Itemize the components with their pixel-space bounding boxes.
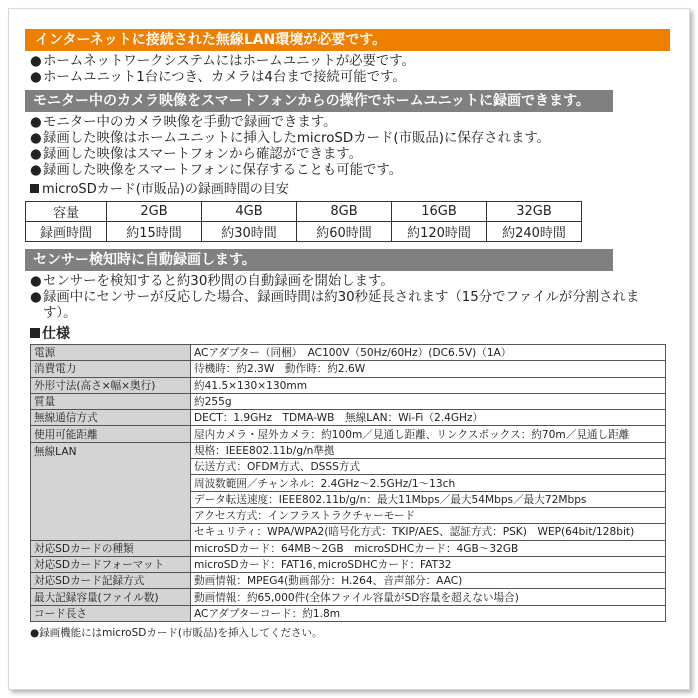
spec-value: microSDカード：FAT16､microSDHCカード：FAT32 [191,556,666,572]
section-header-recording: モニター中のカメラ映像をスマートフォンからの操作でホームユニットに録画できます。 [25,90,613,112]
spec-key: 外形寸法(高さ×幅×奥行) [31,377,191,393]
bullet-icon: ● [30,274,42,289]
spec-value: データ転送速度：IEEE802.11b/g/n：最大11Mbps／最大54Mbps／最大72Mbps [191,491,666,507]
spec-value: 動画情報：MPEG4(動画部分：H.264、音声部分：AAC) [191,573,666,589]
spec-key: 無線通信方式 [31,410,191,426]
bullet-icon: ● [30,70,42,85]
section2-bullets [25,115,670,179]
spec-key: 電源 [31,345,191,361]
bullet-item: ● 録画した映像はスマートフォンから確認ができます。 [30,147,362,162]
spec-value: 約255g [191,393,666,409]
bullet-item: ● 録画した映像をスマートフォンに保存することも可能です。 [30,163,403,178]
table-cell: 約30時間 [202,222,297,242]
spec-value: DECT：1.9GHz TDMA-WB 無線LAN：Wi-Fi（2.4GHz） [191,410,666,426]
square-bullet-icon [30,184,39,193]
table-row [31,377,666,393]
spec-key: 最大記録容量(ファイル数) [31,589,191,605]
spec-key: 消費電力 [31,361,191,377]
table-cell: 8GB [297,202,392,222]
spec-value: アクセス方式：インフラストラクチャーモード [191,507,666,523]
table-row [26,222,582,242]
spec-title: 仕様 [25,325,670,343]
spec-table [30,344,666,622]
bullet-icon: ● [30,54,42,69]
table-row [31,605,666,621]
spec-key: 対応SDカードの種類 [31,540,191,556]
section3-bullets [25,274,670,322]
sd-table-title: microSDカード(市販品)の録画時間の目安 [25,182,670,198]
table-cell: 録画時間 [26,222,107,242]
section-header-sensor-recording: センサー検知時に自動録画します。 [25,249,613,271]
document-content [25,25,670,640]
bullet-icon: ● [30,131,42,146]
table-row [31,442,666,458]
table-cell: 4GB [202,202,297,222]
table-row [31,589,666,605]
bullet-item: ● ホームユニット1台につき、カメラは4台まで接続可能です。 [30,70,406,85]
table-row [31,573,666,589]
spec-key: 無線LAN [31,442,191,540]
table-row [31,345,666,361]
bullet-item: ● 録画した映像はホームユニットに挿入したmicroSDカード(市販品)に保存されます。 [30,131,551,146]
spec-value: 動画情報：約65,000件(全体ファイル容量がSD容量を超えない場合) [191,589,666,605]
sd-recording-time-table [25,201,582,242]
spec-value: ACアダプター（同梱） AC100V（50Hz/60Hz）(DC6.5V)（1A） [191,345,666,361]
table-cell: 約60時間 [297,222,392,242]
spec-key: 使用可能距離 [31,426,191,442]
bullet-item: ● センサーを検知すると約30秒間の自動録画を開始します。 [30,274,394,289]
table-row [26,202,582,222]
spec-value: 屋内カメラ・屋外カメラ：約100m／見通し距離、リンクスボックス：約70m／見通し距離 [191,426,666,442]
table-cell: 約15時間 [107,222,202,242]
spec-value: 伝送方式：OFDM方式、DSSS方式 [191,459,666,475]
bullet-item: ● モニター中のカメラ映像を手動で録画できます。 [30,115,337,130]
bullet-item: ● 録画中にセンサーが反応した場合、録画時間は約30秒延長されます（15分でファイルが分割されます）。 [30,290,640,321]
table-cell: 32GB [487,202,582,222]
table-row [31,393,666,409]
spec-key: コード長さ [31,605,191,621]
table-row [31,556,666,572]
spec-value: 待機時：約2.3W 動作時：約2.6W [191,361,666,377]
footnote: ●録画機能にはmicroSDカード(市販品)を挿入してください。 [30,627,323,640]
table-row [31,361,666,377]
table-cell: 容量 [26,202,107,222]
table-cell: 約240時間 [487,222,582,242]
square-bullet-icon [30,328,40,338]
table-cell: 16GB [392,202,487,222]
spec-key: 質量 [31,393,191,409]
bullet-icon: ● [30,147,42,162]
bullet-icon: ● [30,115,42,130]
bullet-icon: ● [30,163,42,178]
bullet-item: ● ホームネットワークシステムにはホームユニットが必要です。 [30,54,415,69]
table-row [31,540,666,556]
table-cell: 2GB [107,202,202,222]
table-row [31,426,666,442]
spec-value: セキュリティ：WPA/WPA2(暗号化方式：TKIP/AES、認証方式：PSK) WEP(64bit/128bit) [191,524,666,540]
table-row [31,410,666,426]
bullet-icon: ● [30,290,42,305]
spec-value: 約41.5×130×130mm [191,377,666,393]
spec-key: 対応SDカードフォーマット [31,556,191,572]
spec-value: microSDカード：64MB〜2GB microSDHCカード：4GB〜32GB [191,540,666,556]
spec-value: 規格：IEEE802.11b/g/n準拠 [191,442,666,458]
spec-key: 対応SDカード記録方式 [31,573,191,589]
spec-value: 周波数範囲／チャンネル：2.4GHz〜2.5GHz/1〜13ch [191,475,666,491]
spec-value: ACアダプターコード：約1.8m [191,605,666,621]
section1-bullets [25,54,670,86]
section-header-wireless-lan-required: インターネットに接続された無線LAN環境が必要です。 [25,29,670,51]
table-cell: 約120時間 [392,222,487,242]
